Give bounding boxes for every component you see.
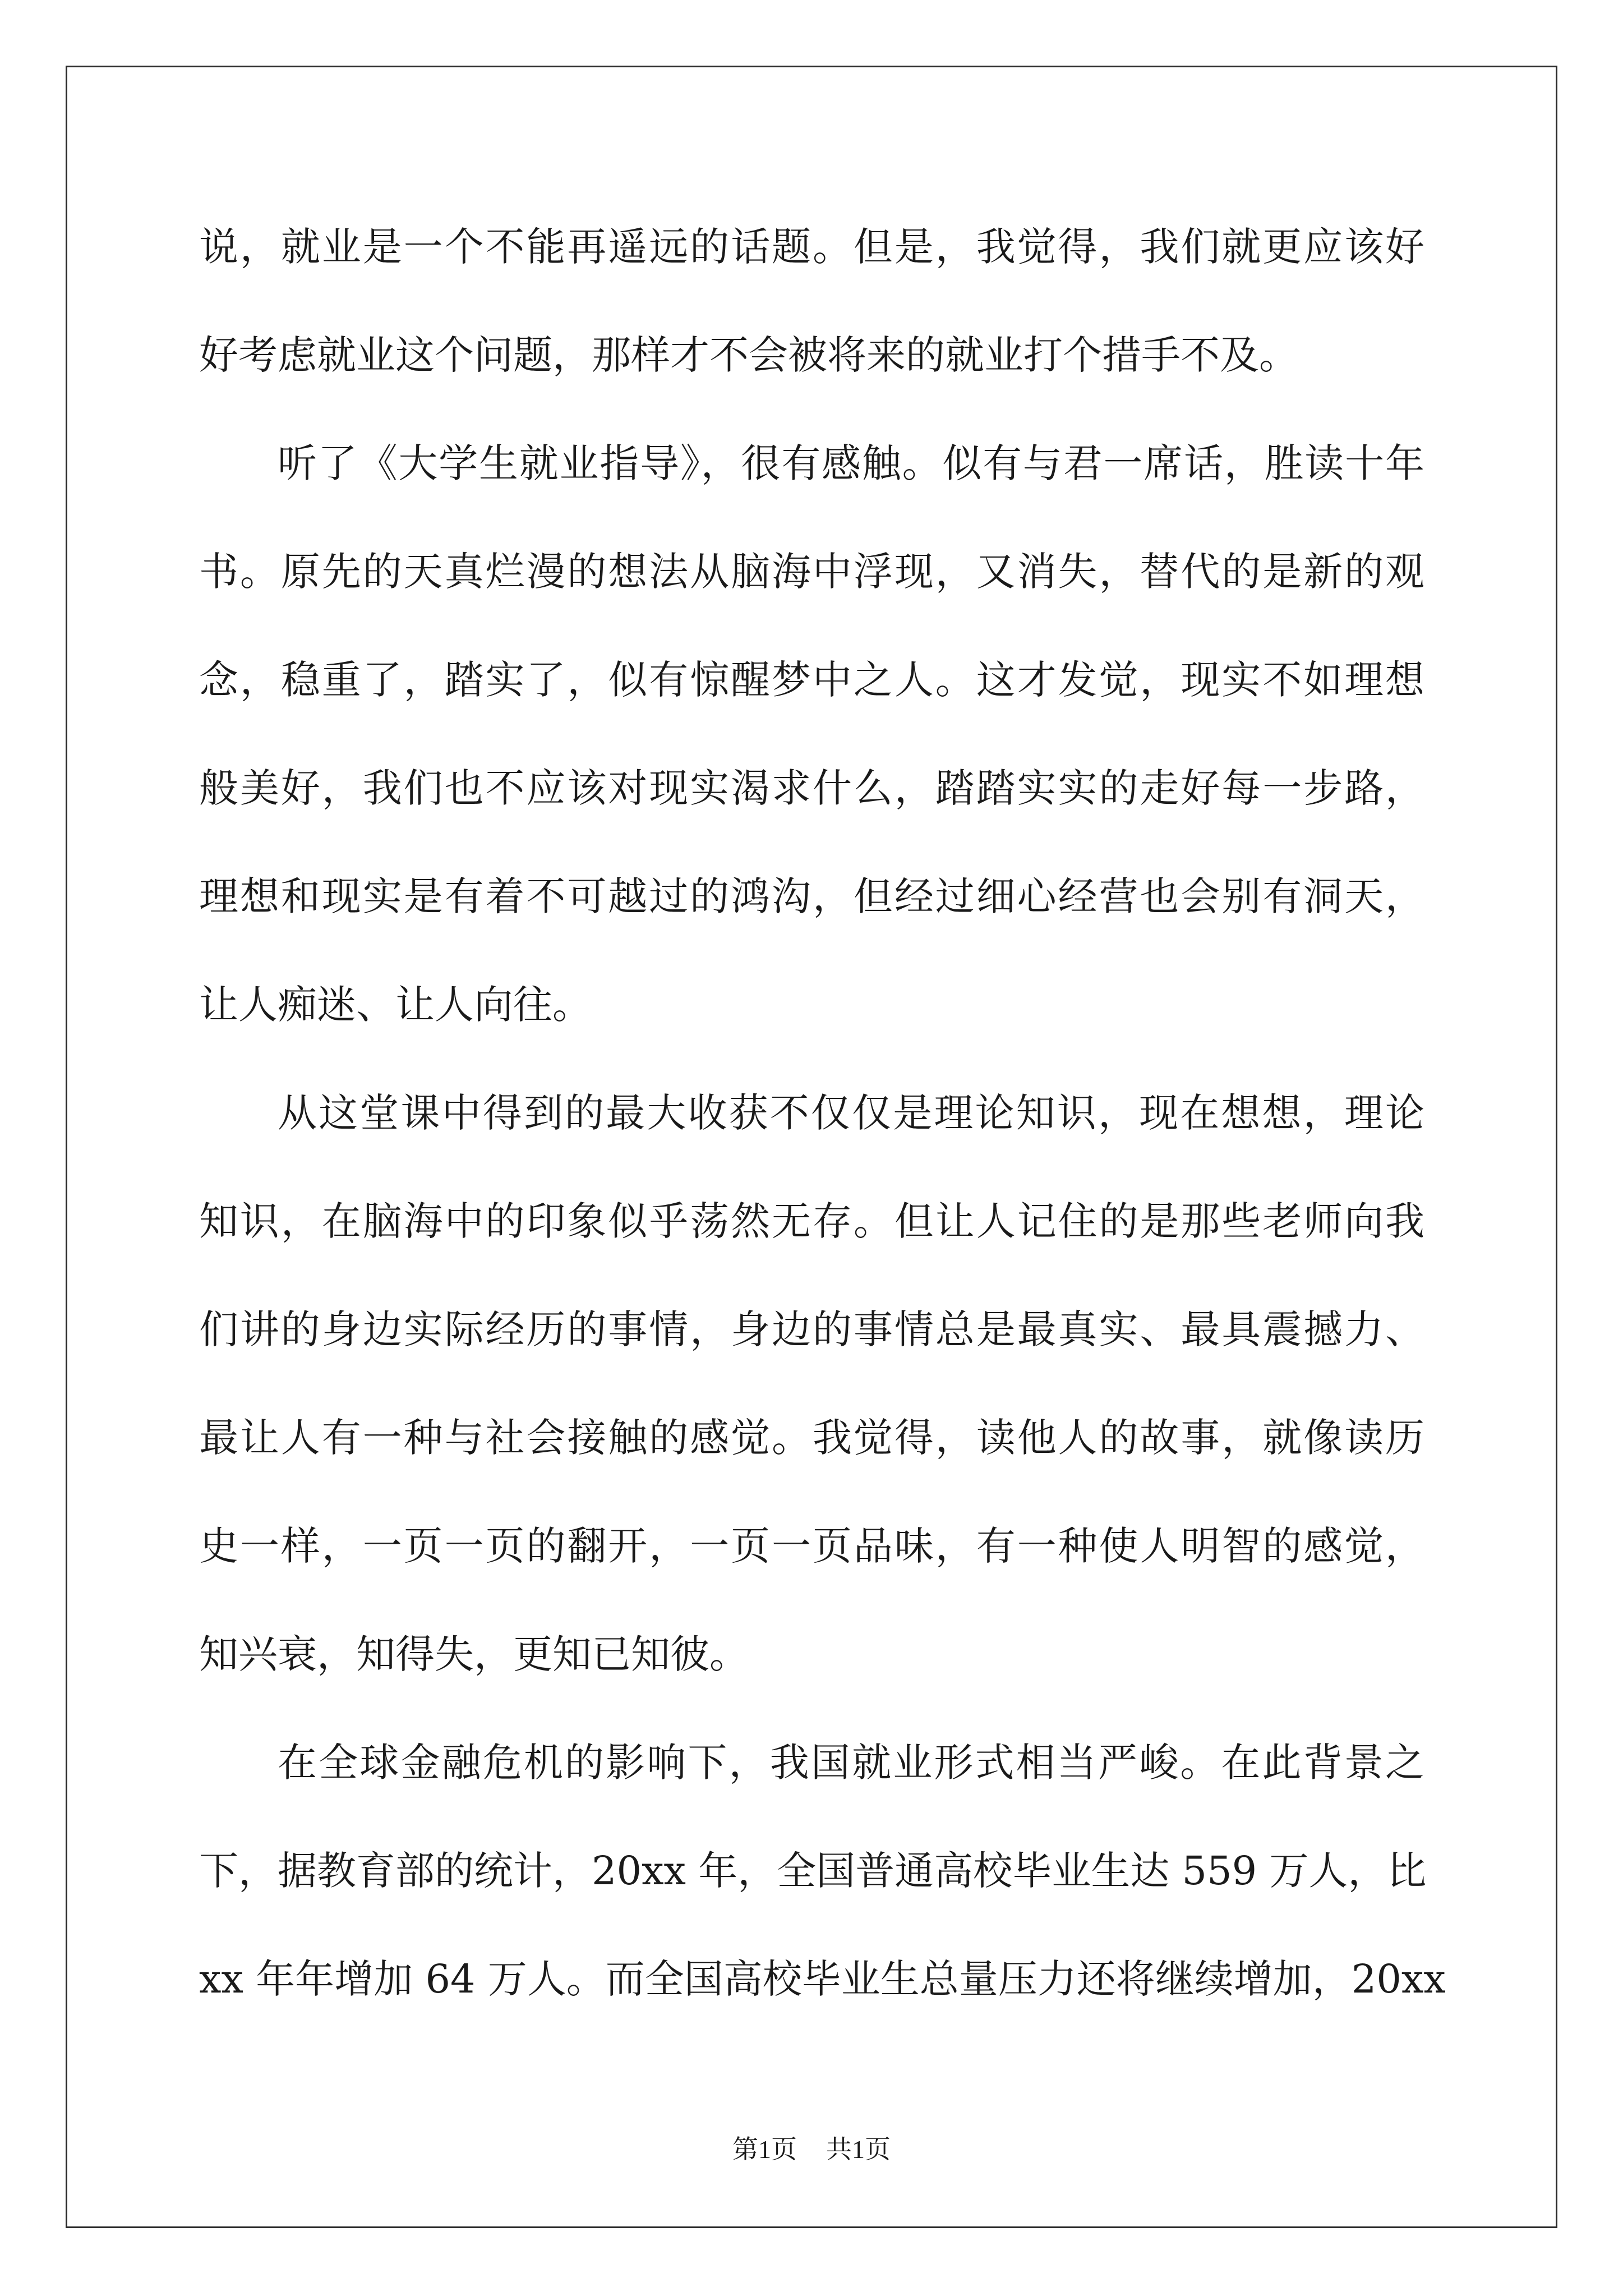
paragraph-first-line: 从这堂课中得到的最大收获不仅仅是理论知识，现在想想，理论 [278,1090,1424,1136]
text-line: xx 年年增加 64 万人。而全国高校毕业生总量压力还将继续增加，20xx [199,1956,1446,2002]
document-body [199,205,1446,2045]
text-line: 般美好，我们也不应该对现实渴求什么，踏踏实实的走好每一步路， [199,765,1424,811]
page-footer [0,2129,1623,2166]
text-line: 史一样，一页一页的翻开，一页一页品味，有一种使人明智的感觉， [199,1523,1424,1569]
text-line: 念，稳重了，踏实了，似有惊醒梦中之人。这才发觉，现实不如理想 [199,657,1424,703]
text-line: 让人痴迷、让人向往。 [199,982,592,1028]
text-line: 最让人有一种与社会接触的感觉。我觉得，读他人的故事，就像读历 [199,1415,1424,1461]
text-line: 书。原先的天真烂漫的想法从脑海中浮现，又消失，替代的是新的观 [199,549,1424,595]
page-total: 共1页 [826,2135,891,2164]
text-line: 们讲的身边实际经历的事情，身边的事情总是最真实、最具震撼力、 [199,1306,1424,1352]
text-line: 说，就业是一个不能再遥远的话题。但是，我觉得，我们就更应该好 [199,224,1424,270]
text-line: 理想和现实是有着不可越过的鸿沟，但经过细心经营也会别有洞天， [199,873,1424,919]
page-number: 第1页 [732,2135,797,2164]
text-line: 知兴衰，知得失，更知已知彼。 [199,1631,749,1677]
text-line: 下，据教育部的统计，20xx 年，全国普通高校毕业生达 559 万人，比 [199,1848,1427,1894]
paragraph-first-line: 听了《大学生就业指导》，很有感触。似有与君一席话，胜读十年 [278,440,1424,486]
text-line: 好考虑就业这个问题，那样才不会被将来的就业打个措手不及。 [199,332,1298,378]
paragraph-first-line: 在全球金融危机的影响下，我国就业形式相当严峻。在此背景之 [278,1740,1424,1786]
text-line: 知识，在脑海中的印象似乎荡然无存。但让人记住的是那些老师向我 [199,1198,1424,1244]
